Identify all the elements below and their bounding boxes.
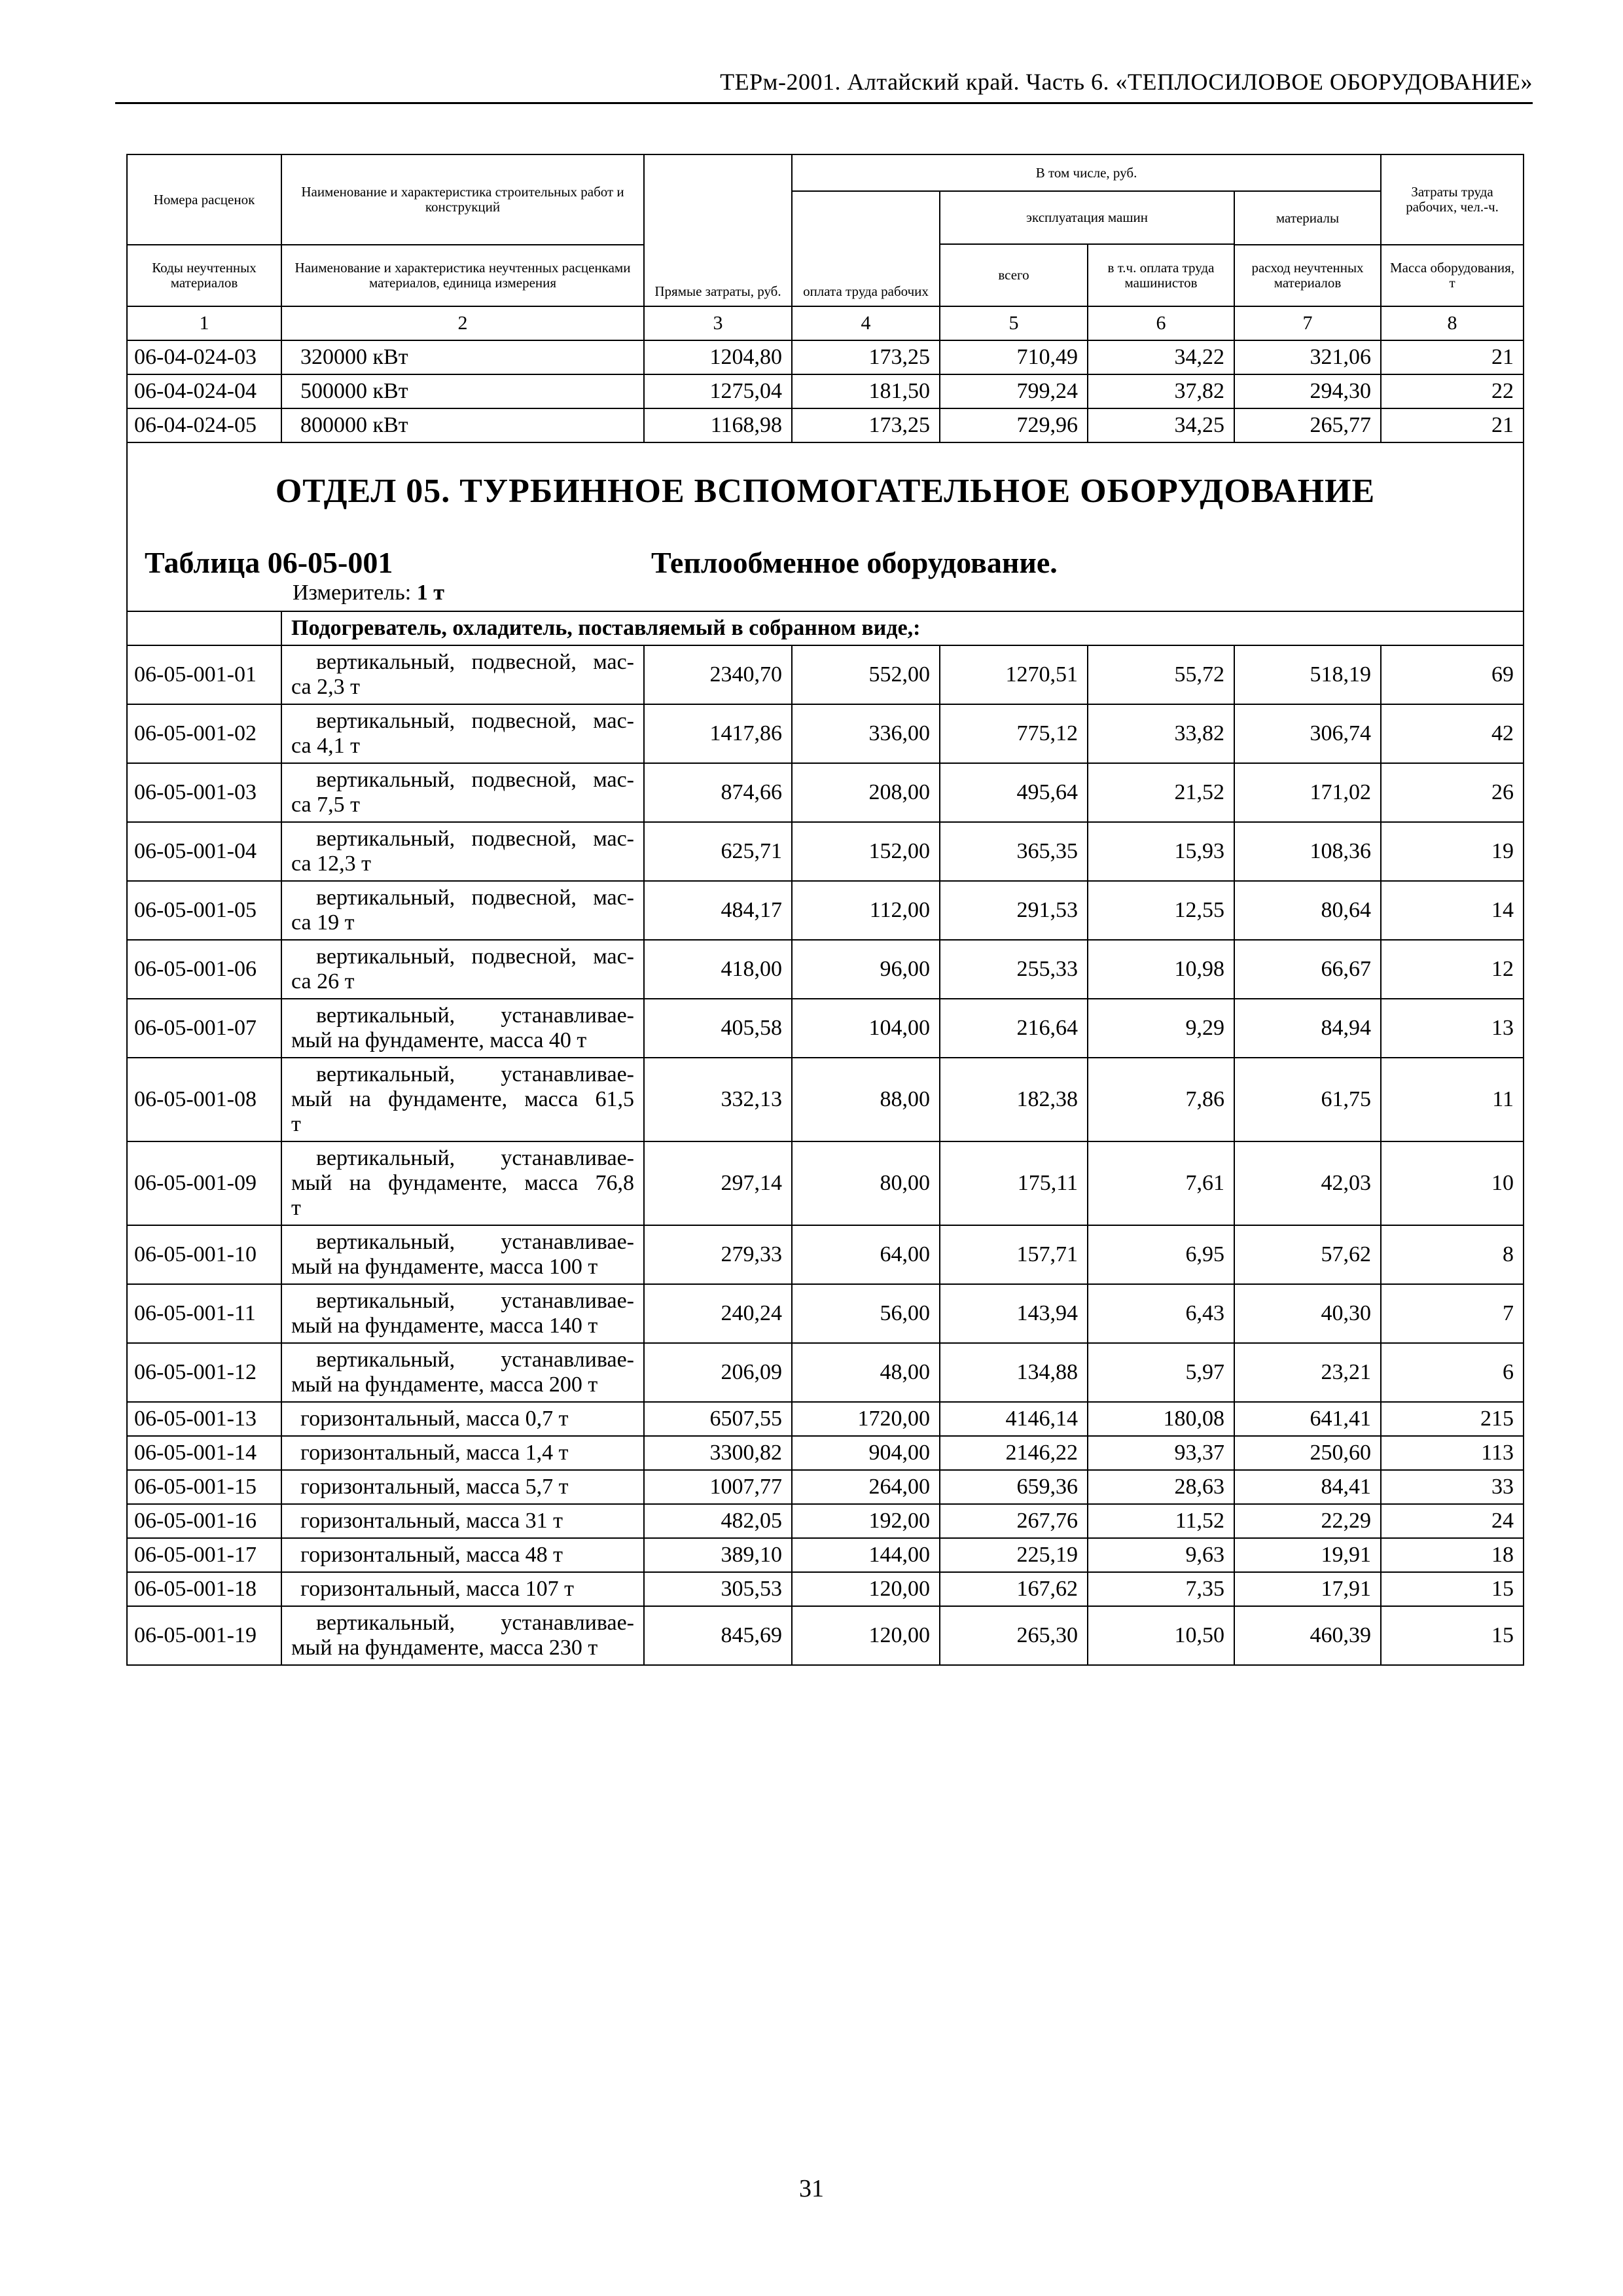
value-labor-pay: 64,00 — [792, 1225, 940, 1284]
table-row — [127, 1504, 1524, 1538]
table-row — [127, 1141, 1524, 1225]
description-line: вертикальный, устанавливае- — [316, 1611, 634, 1635]
value-machines-operators: 21,52 — [1088, 763, 1234, 822]
rate-code: 06-05-001-07 — [127, 999, 281, 1058]
rate-description — [281, 881, 644, 940]
header-row-1 — [127, 154, 1524, 191]
value-direct-costs: 625,71 — [644, 822, 792, 881]
value-direct-costs: 206,09 — [644, 1343, 792, 1402]
value-labor-pay: 104,00 — [792, 999, 940, 1058]
rate-code: 06-05-001-10 — [127, 1225, 281, 1284]
rate-code: 06-05-001-01 — [127, 645, 281, 704]
description-line: 800000 кВт — [300, 413, 408, 437]
value-labor-pay: 552,00 — [792, 645, 940, 704]
description-line: вертикальный, устанавливае- — [316, 1146, 634, 1170]
value-machines-operators: 10,50 — [1088, 1606, 1234, 1665]
value-labor-pay: 192,00 — [792, 1504, 940, 1538]
value-materials: 84,94 — [1234, 999, 1381, 1058]
rate-description — [281, 1225, 644, 1284]
description-line: вертикальный, подвесной, мас- — [316, 650, 634, 674]
header-material-names: Наименование и характеристика неучтенных расценками материалов, единица измерения — [281, 245, 644, 306]
value-machines-operators: 6,95 — [1088, 1225, 1234, 1284]
value-labor-pay: 80,00 — [792, 1141, 940, 1225]
header-work-name: Наименование и характеристика строительных работ и конструкций — [281, 154, 644, 245]
description-line: горизонтальный, масса 0,7 т — [300, 1407, 569, 1431]
table-row — [127, 1402, 1524, 1436]
value-direct-costs: 305,53 — [644, 1572, 792, 1606]
value-machines-total: 365,35 — [940, 822, 1088, 881]
group-title: Подогреватель, охладитель, поставляемый в собранном виде,: — [281, 611, 1524, 645]
description-line: мый на фундаменте, масса 200 т — [291, 1372, 598, 1397]
value-machines-total: 182,38 — [940, 1058, 1088, 1141]
value-machines-operators: 11,52 — [1088, 1504, 1234, 1538]
value-labor-hours: 11 — [1381, 1058, 1524, 1141]
rate-description — [281, 1606, 644, 1665]
value-labor-pay: 56,00 — [792, 1284, 940, 1343]
rate-code: 06-05-001-13 — [127, 1402, 281, 1436]
column-number: 7 — [1234, 306, 1381, 340]
description-line: горизонтальный, масса 48 т — [300, 1543, 563, 1567]
description-line: мый на фундаменте, масса 140 т — [291, 1314, 598, 1338]
header-machines-operators: в т.ч. оплата труда машинистов — [1088, 244, 1234, 306]
value-machines-operators: 28,63 — [1088, 1470, 1234, 1504]
value-labor-pay: 120,00 — [792, 1606, 940, 1665]
header-including: В том числе, руб. — [792, 154, 1381, 191]
description-line: вертикальный, устанавливае- — [316, 1003, 634, 1028]
value-labor-hours: 69 — [1381, 645, 1524, 704]
table-row — [127, 1225, 1524, 1284]
value-materials: 22,29 — [1234, 1504, 1381, 1538]
rate-description — [281, 704, 644, 763]
value-direct-costs: 405,58 — [644, 999, 792, 1058]
value-materials: 80,64 — [1234, 881, 1381, 940]
value-materials: 17,91 — [1234, 1572, 1381, 1606]
value-labor-pay: 48,00 — [792, 1343, 940, 1402]
table-row — [127, 408, 1524, 442]
rate-code: 06-05-001-19 — [127, 1606, 281, 1665]
section-header-row — [127, 442, 1524, 611]
value-machines-total: 710,49 — [940, 340, 1088, 374]
rate-code: 06-05-001-17 — [127, 1538, 281, 1572]
description-line: са 7,5 т — [291, 793, 360, 817]
rate-code: 06-05-001-09 — [127, 1141, 281, 1225]
column-number: 4 — [792, 306, 940, 340]
table-row — [127, 1538, 1524, 1572]
description-line: вертикальный, подвесной, мас- — [316, 768, 634, 792]
rate-code: 06-05-001-12 — [127, 1343, 281, 1402]
description-line: са 19 т — [291, 910, 355, 935]
rate-description — [281, 1504, 644, 1538]
column-number: 6 — [1088, 306, 1234, 340]
value-materials: 40,30 — [1234, 1284, 1381, 1343]
group-title-row — [127, 611, 1524, 645]
value-labor-pay: 112,00 — [792, 881, 940, 940]
value-labor-pay: 336,00 — [792, 704, 940, 763]
rate-code: 06-05-001-18 — [127, 1572, 281, 1606]
description-line: мый на фундаменте, масса 40 т — [291, 1028, 587, 1052]
description-line: вертикальный, подвесной, мас- — [316, 886, 634, 910]
header-equipment-mass: Масса оборудования, т — [1381, 245, 1524, 306]
table-name: Теплообменное оборудование. — [651, 546, 1058, 579]
table-row — [127, 881, 1524, 940]
value-machines-operators: 9,29 — [1088, 999, 1234, 1058]
value-machines-operators: 9,63 — [1088, 1538, 1234, 1572]
value-direct-costs: 6507,55 — [644, 1402, 792, 1436]
rate-description — [281, 1402, 644, 1436]
description-line: вертикальный, устанавливае- — [316, 1348, 634, 1372]
rate-code: 06-05-001-03 — [127, 763, 281, 822]
value-labor-hours: 6 — [1381, 1343, 1524, 1402]
value-materials: 66,67 — [1234, 940, 1381, 999]
measure-value: 1 т — [416, 581, 444, 605]
value-machines-total: 659,36 — [940, 1470, 1088, 1504]
value-labor-hours: 21 — [1381, 340, 1524, 374]
table-row — [127, 822, 1524, 881]
section-title: ОТДЕЛ 05. ТУРБИННОЕ ВСПОМОГАТЕЛЬНОЕ ОБОРУДОВАНИЕ — [275, 473, 1376, 510]
value-materials: 306,74 — [1234, 704, 1381, 763]
table-row — [127, 1436, 1524, 1470]
value-direct-costs: 389,10 — [644, 1538, 792, 1572]
header-machines: эксплуатация машин — [940, 191, 1234, 244]
table-row — [127, 763, 1524, 822]
rate-description — [281, 1284, 644, 1343]
description-line: вертикальный, подвесной, мас- — [316, 944, 634, 969]
value-machines-total: 4146,14 — [940, 1402, 1088, 1436]
column-number: 2 — [281, 306, 644, 340]
table-row — [127, 374, 1524, 408]
column-number: 5 — [940, 306, 1088, 340]
value-labor-hours: 33 — [1381, 1470, 1524, 1504]
rate-description — [281, 763, 644, 822]
page-number: 31 — [799, 2175, 824, 2202]
value-direct-costs: 279,33 — [644, 1225, 792, 1284]
rate-description — [281, 1572, 644, 1606]
value-direct-costs: 484,17 — [644, 881, 792, 940]
rate-description — [281, 1436, 644, 1470]
rate-code: 06-05-001-15 — [127, 1470, 281, 1504]
column-number: 8 — [1381, 306, 1524, 340]
value-machines-total: 216,64 — [940, 999, 1088, 1058]
value-machines-operators: 7,86 — [1088, 1058, 1234, 1141]
table-row — [127, 704, 1524, 763]
value-labor-hours: 8 — [1381, 1225, 1524, 1284]
description-line: вертикальный, устанавливае- — [316, 1062, 634, 1086]
value-direct-costs: 1007,77 — [644, 1470, 792, 1504]
table-row — [127, 999, 1524, 1058]
value-direct-costs: 240,24 — [644, 1284, 792, 1343]
rate-code: 06-05-001-04 — [127, 822, 281, 881]
header-direct-costs-label: Прямые затраты, руб. — [654, 283, 781, 299]
header-materials-consumption: расход неучтенных материалов — [1234, 245, 1381, 306]
value-machines-total: 799,24 — [940, 374, 1088, 408]
value-materials: 61,75 — [1234, 1058, 1381, 1141]
table-row — [127, 940, 1524, 999]
value-direct-costs: 1168,98 — [644, 408, 792, 442]
rate-description — [281, 645, 644, 704]
description-line: са 2,3 т — [291, 675, 360, 699]
value-direct-costs: 418,00 — [644, 940, 792, 999]
value-machines-operators: 34,25 — [1088, 408, 1234, 442]
value-labor-hours: 42 — [1381, 704, 1524, 763]
value-machines-operators: 37,82 — [1088, 374, 1234, 408]
group-title-code-cell — [127, 611, 281, 645]
value-materials: 518,19 — [1234, 645, 1381, 704]
value-labor-pay: 208,00 — [792, 763, 940, 822]
rate-description — [281, 1470, 644, 1504]
value-materials: 84,41 — [1234, 1470, 1381, 1504]
value-machines-total: 175,11 — [940, 1141, 1088, 1225]
description-line: вертикальный, подвесной, мас- — [316, 709, 634, 733]
value-direct-costs: 2340,70 — [644, 645, 792, 704]
column-number: 3 — [644, 306, 792, 340]
value-labor-hours: 15 — [1381, 1572, 1524, 1606]
value-labor-pay: 120,00 — [792, 1572, 940, 1606]
value-materials: 171,02 — [1234, 763, 1381, 822]
table-row — [127, 1470, 1524, 1504]
value-machines-total: 255,33 — [940, 940, 1088, 999]
column-numbers-row — [127, 306, 1524, 340]
header-materials: материалы — [1234, 191, 1381, 245]
table-row — [127, 645, 1524, 704]
value-machines-total: 157,71 — [940, 1225, 1088, 1284]
value-direct-costs: 1204,80 — [644, 340, 792, 374]
description-line: са 4,1 т — [291, 734, 360, 758]
section-block — [127, 442, 1524, 611]
value-machines-total: 143,94 — [940, 1284, 1088, 1343]
rate-description — [281, 1058, 644, 1141]
value-materials: 294,30 — [1234, 374, 1381, 408]
value-labor-hours: 26 — [1381, 763, 1524, 822]
value-labor-pay: 173,25 — [792, 408, 940, 442]
description-line: горизонтальный, масса 107 т — [300, 1577, 575, 1601]
description-line: вертикальный, устанавливае- — [316, 1289, 634, 1313]
value-labor-pay: 181,50 — [792, 374, 940, 408]
value-labor-hours: 19 — [1381, 822, 1524, 881]
description-line: 500000 кВт — [300, 379, 408, 403]
value-materials: 42,03 — [1234, 1141, 1381, 1225]
value-machines-total: 134,88 — [940, 1343, 1088, 1402]
value-labor-hours: 13 — [1381, 999, 1524, 1058]
description-line: горизонтальный, масса 31 т — [300, 1509, 563, 1533]
value-labor-pay: 88,00 — [792, 1058, 940, 1141]
rate-description — [281, 1343, 644, 1402]
value-machines-operators: 180,08 — [1088, 1402, 1234, 1436]
value-direct-costs: 3300,82 — [644, 1436, 792, 1470]
rate-code: 06-04-024-04 — [127, 374, 281, 408]
value-materials: 265,77 — [1234, 408, 1381, 442]
description-line: мый на фундаменте, масса 61,5 — [291, 1087, 634, 1111]
measure-line — [128, 575, 1523, 611]
column-number: 1 — [127, 306, 281, 340]
value-direct-costs: 332,13 — [644, 1058, 792, 1141]
value-labor-pay: 1720,00 — [792, 1402, 940, 1436]
value-labor-hours: 24 — [1381, 1504, 1524, 1538]
rate-code: 06-04-024-03 — [127, 340, 281, 374]
measure-label: Измеритель: — [293, 581, 412, 605]
value-labor-hours: 18 — [1381, 1538, 1524, 1572]
header-labor-cost: Затраты труда рабочих, чел.-ч. — [1381, 154, 1524, 245]
table-row — [127, 1572, 1524, 1606]
value-machines-total: 1270,51 — [940, 645, 1088, 704]
description-line: т — [291, 1112, 301, 1136]
value-machines-operators: 7,61 — [1088, 1141, 1234, 1225]
rate-code: 06-05-001-08 — [127, 1058, 281, 1141]
value-direct-costs: 297,14 — [644, 1141, 792, 1225]
value-materials: 19,91 — [1234, 1538, 1381, 1572]
value-machines-total: 775,12 — [940, 704, 1088, 763]
description-line: т — [291, 1196, 301, 1220]
rate-description — [281, 408, 644, 442]
table-row — [127, 340, 1524, 374]
value-labor-hours: 12 — [1381, 940, 1524, 999]
value-machines-total: 729,96 — [940, 408, 1088, 442]
rate-code: 06-05-001-06 — [127, 940, 281, 999]
running-head: ТЕРм-2001. Алтайский край. Часть 6. «ТЕПЛОСИЛОВОЕ ОБОРУДОВАНИЕ» — [115, 68, 1533, 104]
value-machines-total: 225,19 — [940, 1538, 1088, 1572]
value-labor-hours: 15 — [1381, 1606, 1524, 1665]
value-labor-pay: 144,00 — [792, 1538, 940, 1572]
value-labor-hours: 10 — [1381, 1141, 1524, 1225]
rate-code: 06-05-001-11 — [127, 1284, 281, 1343]
rate-code: 06-05-001-14 — [127, 1436, 281, 1470]
rate-description — [281, 340, 644, 374]
rate-description — [281, 940, 644, 999]
value-materials: 108,36 — [1234, 822, 1381, 881]
table-row — [127, 1343, 1524, 1402]
header-labor-pay-label: оплата труда рабочих — [803, 283, 929, 299]
rate-description — [281, 999, 644, 1058]
header-rate-number: Номера расценок — [127, 154, 281, 245]
value-machines-operators: 6,43 — [1088, 1284, 1234, 1343]
value-labor-hours: 22 — [1381, 374, 1524, 408]
table-row — [127, 1284, 1524, 1343]
value-labor-hours: 113 — [1381, 1436, 1524, 1470]
value-machines-operators: 15,93 — [1088, 822, 1234, 881]
header-labor-pay — [792, 191, 940, 306]
value-labor-hours: 215 — [1381, 1402, 1524, 1436]
value-labor-pay: 173,25 — [792, 340, 940, 374]
value-direct-costs: 1417,86 — [644, 704, 792, 763]
table-id: Таблица 06-05-001 — [145, 546, 393, 579]
value-machines-operators: 34,22 — [1088, 340, 1234, 374]
value-machines-total: 265,30 — [940, 1606, 1088, 1665]
value-direct-costs: 1275,04 — [644, 374, 792, 408]
description-line: са 12,3 т — [291, 852, 371, 876]
rate-code: 06-05-001-16 — [127, 1504, 281, 1538]
description-line: 320000 кВт — [300, 345, 408, 369]
value-machines-operators: 12,55 — [1088, 881, 1234, 940]
value-machines-total: 267,76 — [940, 1504, 1088, 1538]
value-machines-total: 495,64 — [940, 763, 1088, 822]
rate-description — [281, 1141, 644, 1225]
description-line: мый на фундаменте, масса 230 т — [291, 1636, 598, 1660]
description-line: вертикальный, подвесной, мас- — [316, 827, 634, 851]
rate-code: 06-04-024-05 — [127, 408, 281, 442]
value-direct-costs: 874,66 — [644, 763, 792, 822]
rate-code: 06-05-001-05 — [127, 881, 281, 940]
rates-table — [126, 154, 1524, 1666]
header-direct-costs — [644, 154, 792, 306]
value-labor-hours: 21 — [1381, 408, 1524, 442]
value-machines-operators: 33,82 — [1088, 704, 1234, 763]
table-row — [127, 1606, 1524, 1665]
description-line: мый на фундаменте, масса 76,8 — [291, 1171, 634, 1195]
value-direct-costs: 845,69 — [644, 1606, 792, 1665]
value-materials: 57,62 — [1234, 1225, 1381, 1284]
rate-description — [281, 374, 644, 408]
value-machines-operators: 55,72 — [1088, 645, 1234, 704]
description-line: вертикальный, устанавливае- — [316, 1230, 634, 1254]
value-materials: 250,60 — [1234, 1436, 1381, 1470]
value-labor-hours: 14 — [1381, 881, 1524, 940]
value-machines-total: 167,62 — [940, 1572, 1088, 1606]
rate-description — [281, 1538, 644, 1572]
value-machines-operators: 7,35 — [1088, 1572, 1234, 1606]
header-material-codes: Коды неучтенных материалов — [127, 245, 281, 306]
value-materials: 321,06 — [1234, 340, 1381, 374]
value-materials: 23,21 — [1234, 1343, 1381, 1402]
value-machines-operators: 5,97 — [1088, 1343, 1234, 1402]
value-machines-total: 2146,22 — [940, 1436, 1088, 1470]
rate-code: 06-05-001-02 — [127, 704, 281, 763]
value-direct-costs: 482,05 — [644, 1504, 792, 1538]
description-line: са 26 т — [291, 969, 355, 994]
header-machines-total: всего — [940, 244, 1088, 306]
value-labor-pay: 96,00 — [792, 940, 940, 999]
table-title-line — [128, 515, 1523, 579]
value-machines-operators: 10,98 — [1088, 940, 1234, 999]
value-materials: 460,39 — [1234, 1606, 1381, 1665]
description-line: горизонтальный, масса 1,4 т — [300, 1441, 569, 1465]
description-line: горизонтальный, масса 5,7 т — [300, 1475, 569, 1499]
value-labor-pay: 264,00 — [792, 1470, 940, 1504]
value-machines-operators: 93,37 — [1088, 1436, 1234, 1470]
value-labor-pay: 152,00 — [792, 822, 940, 881]
table-row — [127, 1058, 1524, 1141]
description-line: мый на фундаменте, масса 100 т — [291, 1255, 598, 1279]
rate-description — [281, 822, 644, 881]
value-machines-total: 291,53 — [940, 881, 1088, 940]
value-labor-hours: 7 — [1381, 1284, 1524, 1343]
value-labor-pay: 904,00 — [792, 1436, 940, 1470]
value-materials: 641,41 — [1234, 1402, 1381, 1436]
